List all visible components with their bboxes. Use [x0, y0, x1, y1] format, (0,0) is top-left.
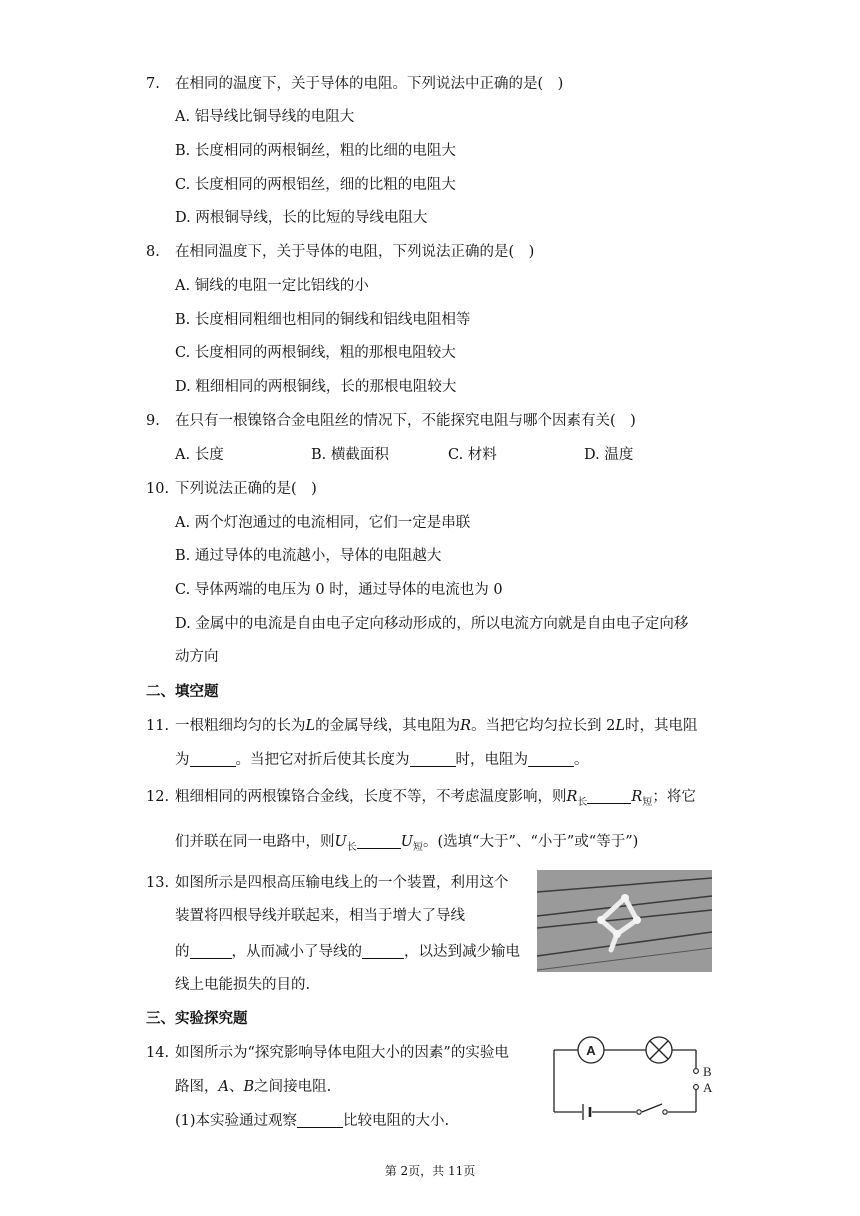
- q13-text: ，以达到减少输电: [404, 944, 520, 960]
- q10-option-d: D. 金属中的电流是自由电子定向移动形成的，所以电流方向就是自由电子定向移: [175, 616, 689, 632]
- q14-text: 比较电阻的大小.: [343, 1113, 450, 1129]
- q11-text: 时，其电阻: [625, 718, 698, 734]
- q11-line-2: [175, 750, 589, 770]
- answer-blank[interactable]: [587, 787, 631, 804]
- switch-icon: [637, 1110, 667, 1114]
- q11-line-1: [175, 716, 698, 736]
- q7-option-c: C. 长度相同的两根铝丝，细的比粗的电阻大: [175, 177, 456, 193]
- q8-option-d: D. 粗细相同的两根铜线，长的那根电阻较大: [175, 379, 457, 395]
- q11-number: 11.: [146, 718, 170, 734]
- lamp-icon: [646, 1037, 672, 1063]
- q13-line-4: 线上电能损失的目的.: [175, 977, 311, 993]
- q12-line-1: [175, 787, 696, 813]
- page-footer: 第 2页，共 11页: [384, 1164, 476, 1178]
- power-line-spacer-image: [537, 870, 712, 972]
- answer-blank[interactable]: [410, 750, 456, 767]
- q8-option-b: B. 长度相同粗细也相同的铜线和铝线电阻相等: [175, 312, 471, 328]
- q14-line-1: 如图所示为“探究影响导体电阻大小的因素”的实验电: [175, 1045, 509, 1061]
- q9-option-b: B. 横截面积: [311, 447, 389, 463]
- subscript-long: 长: [346, 841, 357, 853]
- q11-text: 。当把它对折后使其长度为: [235, 752, 410, 768]
- var-r: R: [460, 718, 472, 734]
- q12-line-2: [175, 832, 638, 858]
- power-line-spacer-photo: [537, 870, 712, 972]
- q13-line-1: 如图所示是四根高压输电线上的一个装置，利用这个: [175, 875, 509, 891]
- q13-text: 的: [175, 944, 190, 960]
- q8-option-c: C. 长度相同的两根铜线，粗的那根电阻较大: [175, 345, 456, 361]
- q14-text: 、: [228, 1079, 244, 1095]
- battery-icon: [583, 1104, 590, 1120]
- q13-line-3: [175, 942, 520, 962]
- q12-text: ；将它: [652, 789, 696, 805]
- subscript-long: 长: [577, 796, 588, 808]
- q7-option-d: D. 两根铜导线，长的比短的导线电阻大: [175, 210, 428, 226]
- q10-option-c: C. 导体两端的电压为 0 时，通过导体的电流也为 0: [175, 582, 503, 598]
- q13-line-2: 装置将四根导线并联起来，相当于增大了导线: [175, 908, 465, 924]
- q12-text: 粗细相同的两根镍铬合金线，长度不等，不考虑温度影响，则: [175, 789, 567, 805]
- q8-option-a: A. 铜线的电阻一定比铝线的小: [175, 278, 369, 294]
- var-r: R: [631, 789, 643, 805]
- q11-text: 时，电阻为: [455, 752, 528, 768]
- q10-option-a: A. 两个灯泡通过的电流相同，它们一定是串联: [175, 515, 471, 531]
- q10-number: 10.: [146, 481, 170, 497]
- q11-text: 。当把它均匀拉长到 2: [471, 718, 616, 734]
- answer-blank[interactable]: [190, 750, 236, 767]
- q9-option-a: A. 长度: [175, 447, 224, 463]
- q10-option-b: B. 通过导体的电流越小，导体的电阻越大: [175, 548, 442, 564]
- q11-text: 一根粗细均匀的长为: [175, 718, 306, 734]
- terminal-a-label: A: [703, 1080, 713, 1095]
- q10-option-d-continued: 动方向: [175, 649, 219, 665]
- point-a: A: [218, 1079, 229, 1095]
- answer-blank[interactable]: [190, 942, 232, 959]
- ammeter-icon: [578, 1037, 604, 1063]
- q7-option-a: A. 铝导线比铜导线的电阻大: [175, 109, 355, 125]
- var-l: L: [305, 718, 316, 734]
- terminal-icon: [694, 1069, 699, 1090]
- q11-text: 为: [175, 752, 190, 768]
- q9-stem: 在只有一根镍铬合金电阻丝的情况下，不能探究电阻与哪个因素有关( ): [175, 413, 636, 429]
- q14-line-2: [175, 1077, 331, 1097]
- circuit-diagram: [548, 1030, 720, 1130]
- answer-blank[interactable]: [357, 832, 401, 849]
- terminal-b-label: B: [703, 1064, 712, 1079]
- point-b: B: [243, 1079, 255, 1095]
- q8-stem: 在相同温度下，关于导体的电阻，下列说法正确的是( ): [175, 244, 535, 260]
- q11-text: 的金属导线，其电阻为: [315, 718, 461, 734]
- q12-number: 12.: [146, 789, 170, 805]
- q7-number: 7.: [146, 76, 160, 92]
- var-u: U: [400, 834, 413, 850]
- q12-text: 们并联在同一电路中，则: [175, 834, 335, 850]
- answer-blank[interactable]: [297, 1111, 343, 1128]
- answer-blank[interactable]: [528, 750, 574, 767]
- ammeter-label: A: [586, 1043, 596, 1058]
- var-u: U: [334, 834, 347, 850]
- q14-line-3: [175, 1111, 449, 1131]
- q8-number: 8.: [146, 244, 160, 260]
- var-r: R: [566, 789, 578, 805]
- q7-stem: 在相同的温度下，关于导体的电阻。下列说法中正确的是( ): [175, 76, 564, 92]
- q9-number: 9.: [146, 413, 160, 429]
- q14-text: 路图，: [175, 1079, 219, 1095]
- q9-option-c: C. 材料: [448, 447, 497, 463]
- var-l: L: [615, 718, 626, 734]
- q14-number: 14.: [146, 1045, 170, 1061]
- q13-number: 13.: [146, 875, 170, 891]
- q12-text: 。(选填“大于”、“小于”或“等于”): [422, 834, 639, 850]
- q10-stem: 下列说法正确的是( ): [175, 481, 317, 497]
- answer-blank[interactable]: [362, 942, 404, 959]
- section-experiment-title: 三、实验探究题: [146, 1010, 248, 1027]
- section-fill-in-title: 二、填空题: [146, 683, 219, 700]
- q13-text: ，从而减小了导线的: [231, 944, 362, 960]
- q7-option-b: B. 长度相同的两根铜丝，粗的比细的电阻大: [175, 143, 456, 159]
- q9-option-d: D. 温度: [584, 447, 634, 463]
- subscript-short: 短: [412, 841, 423, 853]
- q11-text: 。: [574, 752, 589, 768]
- q14-text: (1)本实验通过观察: [175, 1113, 298, 1129]
- subscript-short: 短: [642, 796, 653, 808]
- q14-text: 之间接电阻.: [254, 1079, 332, 1095]
